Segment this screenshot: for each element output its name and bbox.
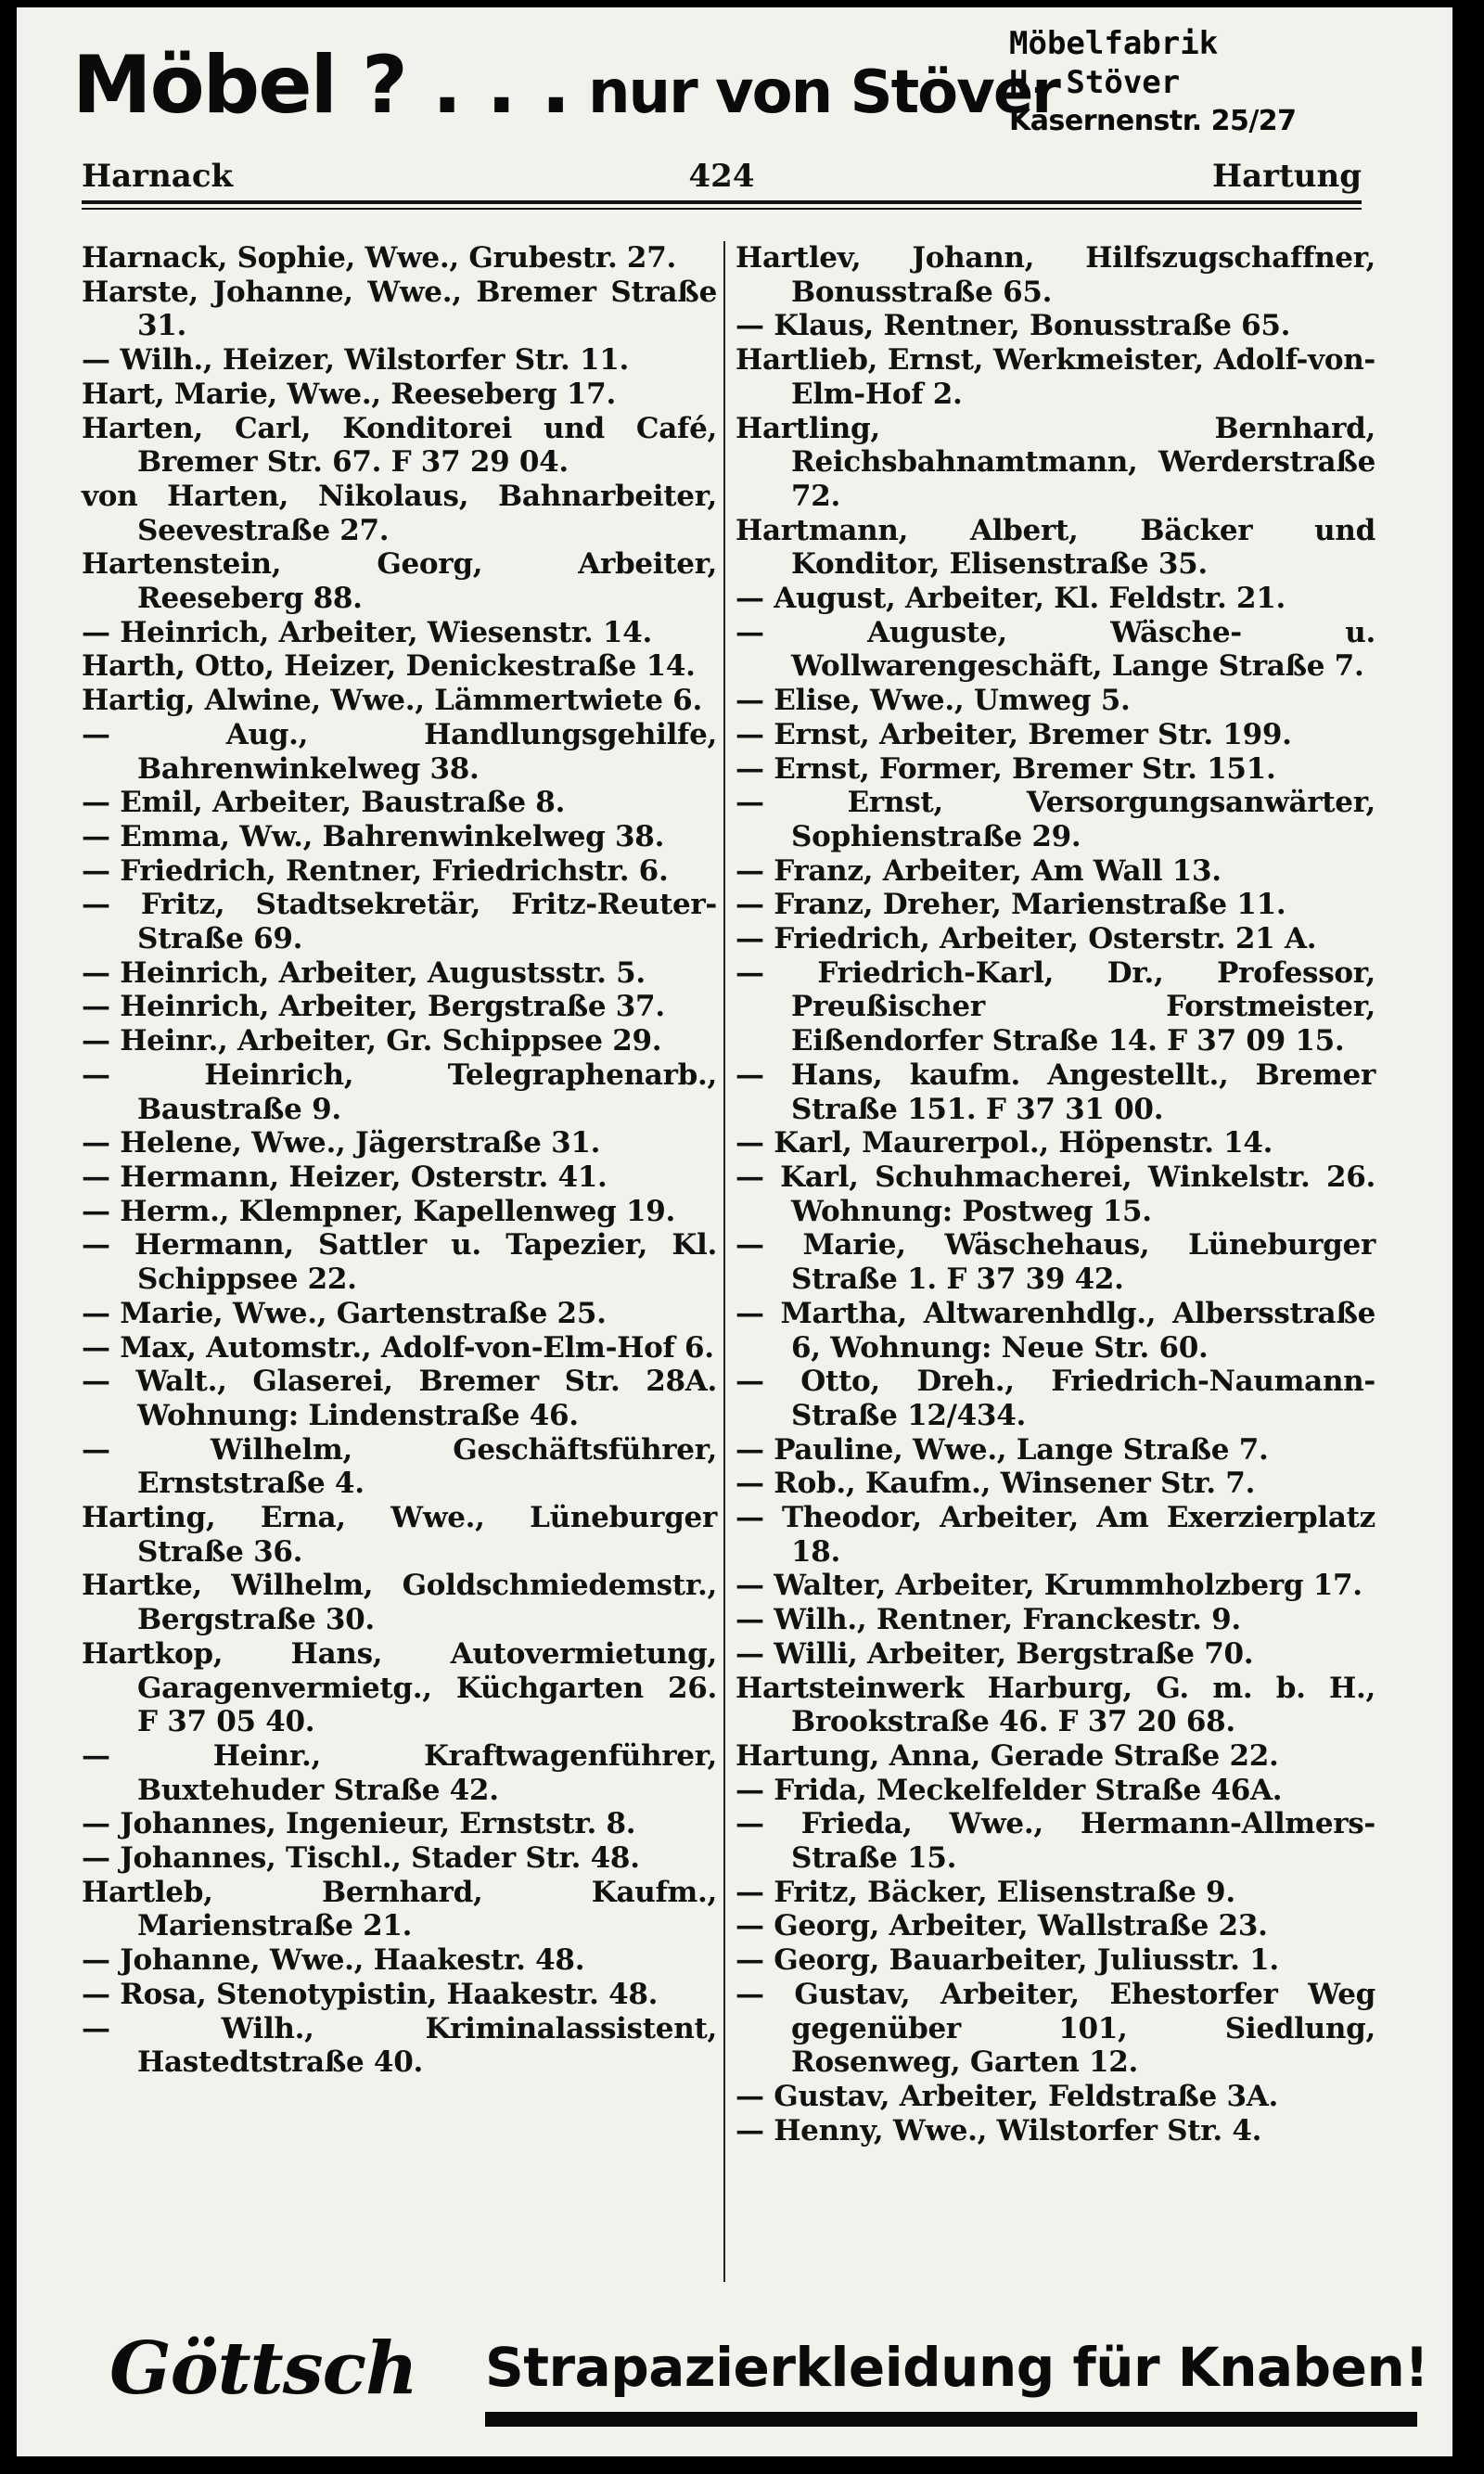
directory-entry: — Emma, Ww., Bahrenwinkelweg 38. <box>82 819 665 853</box>
directory-entry: — Georg, Arbeiter, Wallstraße 23. <box>736 1909 1268 1943</box>
directory-entry: — Otto, Dreh., Friedrich-Naumann-Straße 12/434. <box>736 1365 1375 1432</box>
directory-entry: von Harten, Nikolaus, Bahnarbeiter, Seevestraße 27. <box>82 479 717 547</box>
directory-entry: Hartig, Alwine, Wwe., Lämmertwiete 6. <box>82 684 702 718</box>
ad-underline-bar <box>485 2412 1417 2427</box>
directory-entry: — Frieda, Wwe., Hermann-Allmers-Straße 15. <box>736 1807 1375 1876</box>
directory-entry: — Heinrich, Arbeiter, Bergstraße 37. <box>82 990 665 1024</box>
directory-entry: Hartling, Bernhard, Reichsbahnamtmann, Werderstraße 72. <box>736 411 1375 513</box>
directory-entry: — Heinrich, Arbeiter, Wiesenstr. 14. <box>82 615 652 649</box>
header-rule-thick <box>82 200 1362 204</box>
directory-entry: — Marie, Wwe., Gartenstraße 25. <box>82 1296 607 1330</box>
directory-page <box>17 7 1452 2456</box>
directory-entry: — Max, Automstr., Adolf-von-Elm-Hof 6. <box>82 1330 714 1365</box>
header-last-entry: Hartung <box>1212 158 1362 195</box>
directory-entry: — Hans, kaufm. Angestellt., Bremer Straße 151. F 37 31 00. <box>736 1058 1375 1126</box>
ad-firm-address: Kasernenstr. 25/27 <box>1009 105 1297 137</box>
directory-entry: Harnack, Sophie, Wwe., Grubestr. 27. <box>82 241 676 275</box>
directory-entry: — Friedrich-Karl, Dr., Professor, Preußischer Forstmeister, Eißendorfer Straße 14. F 37 09 15. <box>736 955 1375 1058</box>
top-advertisement <box>17 7 1452 156</box>
directory-entry: — Rosa, Stenotypistin, Haakestr. 48. <box>82 1977 659 2011</box>
directory-entry: — Emil, Arbeiter, Baustraße 8. <box>82 786 566 820</box>
bottom-advertisement <box>17 2308 1452 2456</box>
directory-entry: — Johannes, Ingenieur, Ernststr. 8. <box>82 1807 636 1841</box>
directory-entry: — Georg, Bauarbeiter, Juliusstr. 1. <box>736 1943 1279 1978</box>
ad-headline <box>72 39 1059 132</box>
page-number: 424 <box>688 158 755 195</box>
directory-entry: Harting, Erna, Wwe., Lüneburger Straße 36. <box>82 1501 717 1569</box>
directory-entry: — Franz, Arbeiter, Am Wall 13. <box>736 853 1222 888</box>
directory-entry: — Hermann, Sattler u. Tapezier, Kl. Schippsee 22. <box>82 1228 717 1297</box>
directory-entry: Hartlev, Johann, Hilfszugschaffner, Bonusstraße 65. <box>736 241 1375 309</box>
directory-entry: — Henny, Wwe., Wilstorfer Str. 4. <box>736 2113 1262 2147</box>
directory-entry: — Aug., Handlungsgehilfe, Bahrenwinkelweg 38. <box>82 717 717 786</box>
directory-entry: — Wilhelm, Geschäftsführer, Ernststraße 4. <box>82 1432 717 1501</box>
directory-entry: Hartung, Anna, Gerade Straße 22. <box>736 1738 1279 1773</box>
directory-entry: Hartkop, Hans, Autovermietung, Garagenvermietg., Küchgarten 26. F 37 05 40. <box>82 1636 717 1739</box>
directory-entry: Hartmann, Albert, Bäcker und Konditor, Elisenstraße 35. <box>736 513 1375 582</box>
directory-entry: — Wilh., Rentner, Franckestr. 9. <box>736 1603 1241 1637</box>
ad-firm-line1: Möbelfabrik <box>1009 25 1219 62</box>
directory-entry: — Karl, Schuhmacherei, Winkelstr. 26. Wohnung: Postweg 15. <box>736 1160 1375 1228</box>
ad-headline-main: Möbel ? . . . <box>72 39 569 132</box>
directory-entry: — Martha, Altwarenhdlg., Albersstraße 6, Wohnung: Neue Str. 60. <box>736 1296 1375 1365</box>
left-column <box>82 241 717 2080</box>
ad-headline-small: nur von Stöver <box>569 58 1059 127</box>
ad-firm-block <box>1009 24 1399 141</box>
right-column <box>736 241 1375 2147</box>
directory-entry: — Hermann, Heizer, Osterstr. 41. <box>82 1160 608 1194</box>
directory-entry: — Wilh., Kriminalassistent, Hastedtstraße 40. <box>82 2011 717 2080</box>
ad-firm-line2: H. Stöver <box>1009 64 1181 101</box>
directory-entry: Hartke, Wilhelm, Goldschmiedemstr., Bergstraße 30. <box>82 1569 717 1637</box>
directory-entry: — Elise, Wwe., Umweg 5. <box>736 684 1131 718</box>
directory-entry: Harth, Otto, Heizer, Denickestraße 14. <box>82 649 696 684</box>
directory-entry: — Fritz, Bäcker, Elisenstraße 9. <box>736 1875 1235 1909</box>
directory-entry: — Pauline, Wwe., Lange Straße 7. <box>736 1432 1269 1467</box>
directory-entry: — Gustav, Arbeiter, Feldstraße 3A. <box>736 2079 1278 2113</box>
directory-entry: — Herm., Klempner, Kapellenweg 19. <box>82 1194 676 1228</box>
directory-entry: — Klaus, Rentner, Bonusstraße 65. <box>736 309 1291 343</box>
directory-entry: — Ernst, Former, Bremer Str. 151. <box>736 751 1276 786</box>
directory-entry: — Auguste, Wäsche- u. Wollwarengeschäft, Lange Straße 7. <box>736 615 1375 684</box>
directory-entry: — Heinr., Arbeiter, Gr. Schippsee 29. <box>82 1024 662 1058</box>
directory-entry: — Friedrich, Arbeiter, Osterstr. 21 A. <box>736 922 1317 956</box>
directory-entry: — Ernst, Versorgungsanwärter, Sophienstraße 29. <box>736 786 1375 853</box>
directory-entry: — Fritz, Stadtsekretär, Fritz-Reuter-Straße 69. <box>82 888 717 956</box>
directory-entry: — Gustav, Arbeiter, Ehestorfer Weg gegenüber 101, Siedlung, Rosenweg, Garten 12. <box>736 1977 1375 2080</box>
directory-entry: — Theodor, Arbeiter, Am Exerzierplatz 18. <box>736 1501 1375 1569</box>
directory-entry: Hart, Marie, Wwe., Reeseberg 17. <box>82 377 616 411</box>
directory-entry: Harten, Carl, Konditorei und Café, Bremer Str. 67. F 37 29 04. <box>82 411 717 480</box>
ad-brand-logo: Göttsch <box>109 2327 417 2411</box>
column-divider <box>723 241 725 2282</box>
directory-entry: Hartsteinwerk Harburg, G. m. b. H., Brookstraße 46. F 37 20 68. <box>736 1671 1375 1739</box>
directory-entry: — Wilh., Heizer, Wilstorfer Str. 11. <box>82 343 630 378</box>
directory-entry: Hartenstein, Georg, Arbeiter, Reeseberg 88. <box>82 547 717 616</box>
directory-entry: — Rob., Kaufm., Winsener Str. 7. <box>736 1467 1256 1501</box>
directory-entry: — Willi, Arbeiter, Bergstraße 70. <box>736 1636 1254 1671</box>
directory-entry: — Marie, Wäschehaus, Lüneburger Straße 1. F 37 39 42. <box>736 1228 1375 1297</box>
directory-entry: — Frida, Meckelfelder Straße 46A. <box>736 1773 1283 1807</box>
directory-entry: Hartlieb, Ernst, Werkmeister, Adolf-von-Elm-Hof 2. <box>736 343 1375 411</box>
directory-entry: — Walt., Glaserei, Bremer Str. 28A. Wohnung: Lindenstraße 46. <box>82 1365 717 1432</box>
running-header <box>82 158 1362 199</box>
directory-entry: Hartleb, Bernhard, Kaufm., Marienstraße 21. <box>82 1875 717 1943</box>
directory-entry: — Franz, Dreher, Marienstraße 11. <box>736 888 1286 922</box>
directory-entry: — Heinrich, Arbeiter, Augustsstr. 5. <box>82 955 646 990</box>
directory-entry: — Helene, Wwe., Jägerstraße 31. <box>82 1126 601 1160</box>
ad-slogan: Strapazierkleidung für Knaben! <box>485 2336 1429 2399</box>
directory-entry: Harste, Johanne, Wwe., Bremer Straße 31. <box>82 275 717 343</box>
header-rule-thin <box>82 208 1362 210</box>
directory-entry: — Ernst, Arbeiter, Bremer Str. 199. <box>736 717 1292 751</box>
directory-entry: — Friedrich, Rentner, Friedrichstr. 6. <box>82 853 669 888</box>
directory-entry: — Walter, Arbeiter, Krummholzberg 17. <box>736 1569 1362 1603</box>
header-first-entry: Harnack <box>82 158 234 195</box>
directory-entry: — August, Arbeiter, Kl. Feldstr. 21. <box>736 582 1286 616</box>
directory-entry: — Johanne, Wwe., Haakestr. 48. <box>82 1943 585 1978</box>
directory-entry: — Heinrich, Telegraphenarb., Baustraße 9. <box>82 1058 717 1126</box>
directory-entry: — Heinr., Kraftwagenführer, Buxtehuder Straße 42. <box>82 1738 717 1807</box>
directory-entry: — Johannes, Tischl., Stader Str. 48. <box>82 1841 640 1876</box>
directory-entry: — Karl, Maurerpol., Höpenstr. 14. <box>736 1126 1273 1160</box>
